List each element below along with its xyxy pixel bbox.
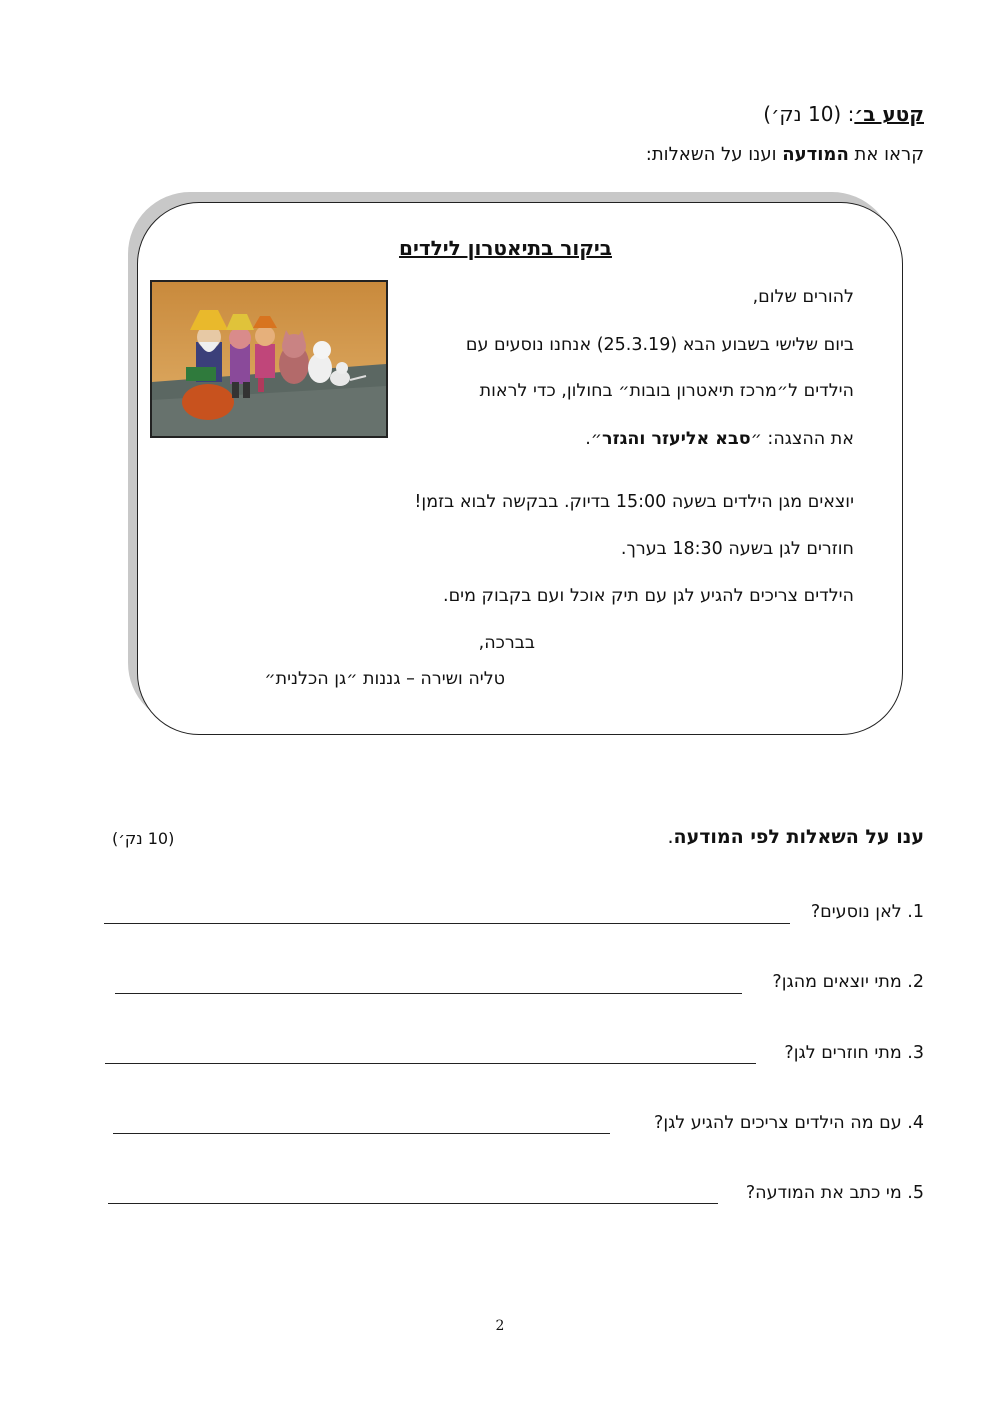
questions-heading-dot: . xyxy=(667,826,674,848)
question-5: 5. מי כתב את המודעה? xyxy=(745,1183,924,1203)
notice-closing: בברכה, xyxy=(478,633,535,653)
notice-line-1: ביום שלישי בשבוע הבא (25.3.19) אנחנו נוסעים עם xyxy=(465,335,854,355)
notice-line-5: חוזרים לגן בשעה 18:30 בערך. xyxy=(620,539,854,559)
instructions-text: קראו את xyxy=(848,144,924,165)
notice-signature: טליה ושירה – גננות ״גן הכלנית״ xyxy=(264,669,505,689)
instructions-bold: המודעה xyxy=(782,144,849,165)
section-title xyxy=(763,102,924,126)
questions-points: (10 נק׳) xyxy=(112,829,175,848)
answer-line-1[interactable] xyxy=(104,923,790,924)
questions-heading-text: ענו על השאלות לפי המודעה xyxy=(673,826,924,848)
notice-line-3-text: את ההצגה: ״ xyxy=(750,429,854,449)
show-name: סבא אליעזר והגזר xyxy=(602,429,751,449)
notice-greeting: להורים שלום, xyxy=(752,287,854,307)
answer-line-4[interactable] xyxy=(113,1133,610,1134)
page-number: 2 xyxy=(495,1318,505,1334)
notice-line-6: הילדים צריכים להגיע לגן עם תיק אוכל ועם בקבוק מים. xyxy=(443,586,854,606)
question-2: 2. מתי יוצאים מהגן? xyxy=(772,972,924,992)
puppets-illustration xyxy=(152,282,386,436)
answer-line-5[interactable] xyxy=(108,1203,718,1204)
notice-line-4: יוצאים מגן הילדים בשעה 15:00 בדיוק. בבקשה לבוא בזמן! xyxy=(414,492,854,512)
notice-line-2: הילדים ל״מרכז תיאטרון בובות״ בחולון, כדי לראות xyxy=(479,381,854,401)
question-1: 1. לאן נוסעים? xyxy=(810,902,924,922)
question-3: 3. מתי חוזרים לגן? xyxy=(784,1043,924,1063)
section-label: קטע ב׳ xyxy=(854,102,924,126)
question-4: 4. עם מה הילדים צריכים להגיע לגן? xyxy=(654,1113,924,1133)
instructions-text-end: וענו על השאלות: xyxy=(645,144,783,165)
section-points: : (10 נק׳) xyxy=(763,102,855,126)
puppets-photo-icon xyxy=(150,280,388,438)
questions-heading xyxy=(667,826,924,848)
instructions xyxy=(646,144,924,165)
notice-line-3 xyxy=(585,429,854,449)
answer-line-2[interactable] xyxy=(115,993,742,994)
notice-title: ביקור בתיאטרון לילדים xyxy=(399,236,612,260)
answer-line-3[interactable] xyxy=(105,1063,756,1064)
notice-line-3-end: ״. xyxy=(585,429,603,449)
